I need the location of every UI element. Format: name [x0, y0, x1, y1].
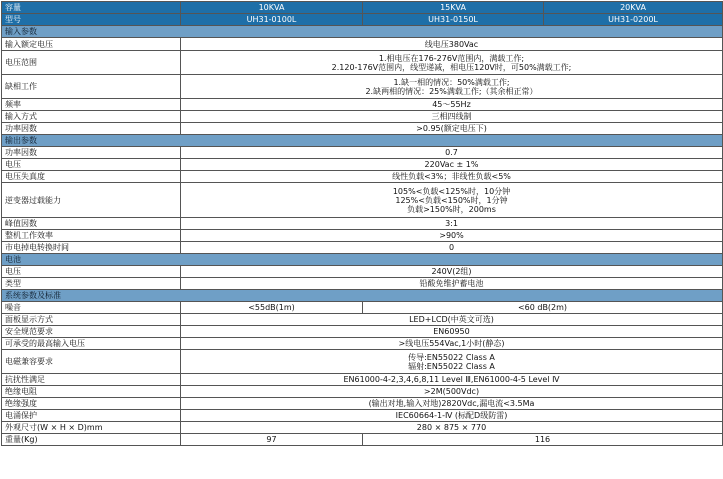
label-rated-voltage: 输入额定电压	[2, 38, 181, 51]
value-crest-factor: 3:1	[181, 218, 723, 230]
model-label: 型号	[2, 14, 181, 26]
row-insulation-resistance	[2, 386, 723, 398]
value-voltage-range	[181, 51, 723, 75]
row-overload	[2, 183, 723, 218]
capacity-20kva: 20KVA	[544, 2, 723, 14]
model-0200l: UH31-0200L	[544, 14, 723, 26]
label-battery-voltage: 电压	[2, 266, 181, 278]
label-noise: 噪音	[2, 302, 181, 314]
overload-line-3: 负载>150%时，200ms	[407, 204, 496, 214]
value-weight-15-20kva: 116	[363, 434, 723, 446]
label-max-input: 可承受的最高输入电压	[2, 338, 181, 350]
row-distortion	[2, 171, 723, 183]
label-overload: 逆变器过载能力	[2, 183, 181, 218]
model-0150l: UH31-0150L	[363, 14, 544, 26]
row-transfer-time	[2, 242, 723, 254]
row-output-power-factor	[2, 147, 723, 159]
value-emc	[181, 350, 723, 374]
label-panel: 面板显示方式	[2, 314, 181, 326]
label-input-mode: 输入方式	[2, 111, 181, 123]
value-insulation-strength: (输出对地,输入对地)2820Vdc,漏电流<3.5Ma	[181, 398, 723, 410]
value-input-mode: 三相四线制	[181, 111, 723, 123]
row-input-mode	[2, 111, 723, 123]
row-output-voltage	[2, 159, 723, 171]
value-noise-10kva: <55dB(1m)	[181, 302, 363, 314]
label-distortion: 电压失真度	[2, 171, 181, 183]
label-dimensions: 外观尺寸(W × H × D)mm	[2, 422, 181, 434]
value-panel: LED+LCD(中英文可选)	[181, 314, 723, 326]
emc-line-2: 辐射:EN55022 Class A	[408, 361, 495, 371]
label-output-voltage: 电压	[2, 159, 181, 171]
label-insulation-strength: 绝缘强度	[2, 398, 181, 410]
value-max-input: >线电压554Vac,1小时(静态)	[181, 338, 723, 350]
row-phase-loss	[2, 75, 723, 99]
label-weight: 重量(Kg)	[2, 434, 181, 446]
overload-line-1: 105%<负载<125%时，10分钟	[392, 186, 511, 196]
value-dimensions: 280 × 875 × 770	[181, 422, 723, 434]
row-battery-voltage	[2, 266, 723, 278]
value-rated-voltage: 线电压380Vac	[181, 38, 723, 51]
value-input-power-factor: >0.95(额定电压下)	[181, 123, 723, 135]
section-battery-title: 电池	[2, 254, 723, 266]
model-0100l: UH31-0100L	[181, 14, 363, 26]
row-safety	[2, 326, 723, 338]
row-emc	[2, 350, 723, 374]
row-rated-voltage	[2, 38, 723, 51]
spec-table	[1, 1, 723, 446]
value-output-power-factor: 0.7	[181, 147, 723, 159]
value-safety: EN60950	[181, 326, 723, 338]
value-transfer-time: 0	[181, 242, 723, 254]
section-battery	[2, 254, 723, 266]
value-distortion: 线性负载<3%；非线性负载<5%	[181, 171, 723, 183]
capacity-15kva: 15KVA	[363, 2, 544, 14]
label-input-power-factor: 功率因数	[2, 123, 181, 135]
value-output-voltage: 220Vac ± 1%	[181, 159, 723, 171]
value-frequency: 45～55Hz	[181, 99, 723, 111]
capacity-label: 容量	[2, 2, 181, 14]
value-efficiency: >90%	[181, 230, 723, 242]
row-input-power-factor	[2, 123, 723, 135]
value-overload	[181, 183, 723, 218]
capacity-10kva: 10KVA	[181, 2, 363, 14]
label-efficiency: 整机工作效率	[2, 230, 181, 242]
label-phase-loss: 缺相工作	[2, 75, 181, 99]
row-immunity	[2, 374, 723, 386]
value-weight-10kva: 97	[181, 434, 363, 446]
label-emc: 电磁兼容要求	[2, 350, 181, 374]
value-insulation-resistance: >2M(500Vdc)	[181, 386, 723, 398]
label-insulation-resistance: 绝缘电阻	[2, 386, 181, 398]
value-surge: IEC60664-1-Ⅳ (标配D级防雷)	[181, 410, 723, 422]
label-output-power-factor: 功率因数	[2, 147, 181, 159]
row-surge	[2, 410, 723, 422]
capacity-row	[2, 2, 723, 14]
emc-line-1: 传导:EN55022 Class A	[408, 352, 495, 362]
row-voltage-range	[2, 51, 723, 75]
row-dimensions	[2, 422, 723, 434]
row-weight	[2, 434, 723, 446]
section-system	[2, 290, 723, 302]
voltage-range-line-2: 2.120-176V范围内，线型递减，相电压120V时，可50%满载工作;	[331, 62, 572, 72]
label-surge: 电涌保护	[2, 410, 181, 422]
section-output-title: 输出参数	[2, 135, 723, 147]
row-noise	[2, 302, 723, 314]
model-row	[2, 14, 723, 26]
row-crest-factor	[2, 218, 723, 230]
value-battery-voltage: 240V(2组)	[181, 266, 723, 278]
voltage-range-line-1: 1.相电压在176-276V范围内，满载工作;	[378, 53, 525, 63]
value-battery-type: 铅酸免维护蓄电池	[181, 278, 723, 290]
row-efficiency	[2, 230, 723, 242]
section-input-title: 输入参数	[2, 26, 723, 38]
section-input	[2, 26, 723, 38]
section-system-title: 系统参数及标准	[2, 290, 723, 302]
label-transfer-time: 市电掉电转换时间	[2, 242, 181, 254]
section-output	[2, 135, 723, 147]
phase-loss-line-2: 2.缺两相的情况：25%满载工作;（其余相正常）	[365, 86, 538, 96]
label-frequency: 频率	[2, 99, 181, 111]
value-phase-loss	[181, 75, 723, 99]
row-frequency	[2, 99, 723, 111]
label-voltage-range: 电压范围	[2, 51, 181, 75]
row-max-input	[2, 338, 723, 350]
label-immunity: 抗扰性满足	[2, 374, 181, 386]
value-noise-15-20kva: <60 dB(2m)	[363, 302, 723, 314]
phase-loss-line-1: 1.缺一相的情况：50%满载工作;	[393, 77, 510, 87]
label-crest-factor: 峰值因数	[2, 218, 181, 230]
row-battery-type	[2, 278, 723, 290]
row-panel	[2, 314, 723, 326]
label-battery-type: 类型	[2, 278, 181, 290]
overload-line-2: 125%<负载<150%时，1分钟	[395, 195, 508, 205]
label-safety: 安全规范要求	[2, 326, 181, 338]
value-immunity: EN61000-4-2,3,4,6,8,11 Level Ⅲ,EN61000-4-5 Level Ⅳ	[181, 374, 723, 386]
row-insulation-strength	[2, 398, 723, 410]
